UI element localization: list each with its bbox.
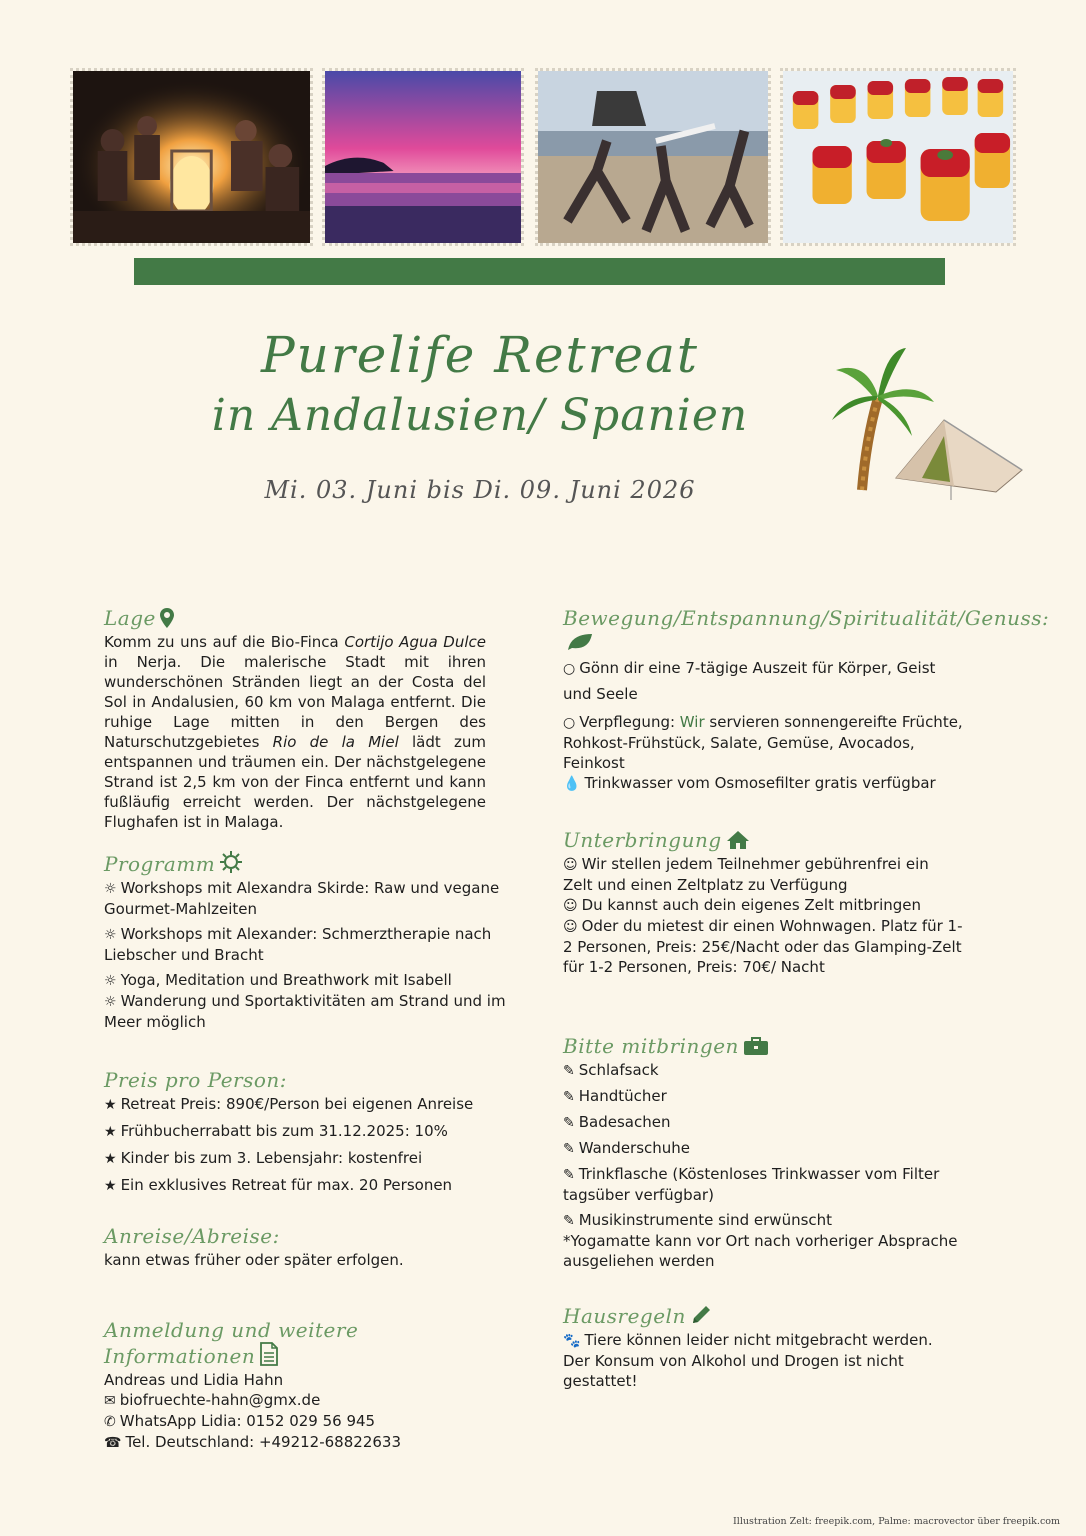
lage-text: Komm zu uns auf die Bio-Finca Cortijo Agua Dulce in Nerja. Die malerische Stadt mit ihren wunderschönen Stränden liegt an der Costa del Sol in Andalusien, 60 km von Malaga entfernt. Die ruhige Lage mitten in den Bergen des Naturschutzgebietes Rio de la Miel lädt zum entspannen und träumen ein. Der nächstgelegene Strand ist 2,5 km von der Finca entfernt und kann fußläufig erreicht werden. Der nächstgelegene Flughafen ist in Malaga. bbox=[104, 633, 486, 831]
page-title: Purelife Retreat bbox=[260, 326, 700, 384]
yogamatte-note: *Yogamatte kann vor Ort nach vorheriger Absprache ausgeliehen werden bbox=[563, 1232, 958, 1270]
list-item: ☺ Du kannst auch dein eigenes Zelt mitbringen bbox=[563, 896, 922, 914]
whatsapp-icon: ✆ bbox=[104, 1414, 116, 1430]
list-item: ✎ Badesachen bbox=[563, 1113, 671, 1131]
paw-icon: 🐾 bbox=[563, 1333, 581, 1349]
section-preis bbox=[104, 1068, 514, 1196]
section-hausregeln bbox=[563, 1304, 933, 1391]
list-item: ★ Ein exklusives Retreat für max. 20 Personen bbox=[104, 1176, 453, 1194]
list-item: ✎ Wanderschuhe bbox=[563, 1139, 691, 1157]
contact-phone[interactable]: ☎ Tel. Deutschland: +49212-68822633 bbox=[104, 1433, 401, 1451]
smiley-icon: ☺ bbox=[563, 857, 578, 873]
desserts-photo bbox=[780, 68, 1016, 246]
circle-bullet-icon: ○ bbox=[563, 715, 576, 731]
edit-icon: ✎ bbox=[563, 1141, 575, 1157]
edit-icon: ✎ bbox=[563, 1167, 575, 1183]
green-divider-bar bbox=[134, 258, 945, 285]
campfire-photo bbox=[70, 68, 313, 246]
contact-email[interactable]: ✉ biofruechte-hahn@gmx.de bbox=[104, 1391, 321, 1409]
illustration-credit: Illustration Zelt: freepik.com, Palme: macrovector über freepik.com bbox=[733, 1516, 1060, 1527]
water-filter-icon: 💧 bbox=[563, 776, 581, 792]
star-icon: ★ bbox=[104, 1178, 117, 1194]
section-heading: Lage bbox=[104, 606, 486, 630]
list-item: ✎ Handtücher bbox=[563, 1087, 667, 1105]
list-item: ○ Gönn dir eine 7-tägige Auszeit für Körper, Geist und Seele bbox=[563, 659, 936, 703]
section-heading: Preis pro Person: bbox=[104, 1068, 288, 1092]
circle-bullet-icon: ○ bbox=[563, 661, 576, 677]
list-item: ✎ Trinkflasche (Köstenloses Trinkwasser vom Filter tagsüber verfügbar) bbox=[563, 1165, 940, 1204]
smiley-icon: ☺ bbox=[563, 898, 578, 914]
house-icon bbox=[726, 830, 750, 850]
edit-icon: ✎ bbox=[563, 1089, 575, 1105]
envelope-icon: ✉ bbox=[104, 1393, 116, 1409]
section-heading: Hausregeln bbox=[563, 1304, 933, 1328]
edit-icon: ✎ bbox=[563, 1115, 575, 1131]
section-lage bbox=[104, 606, 486, 832]
section-heading: Anreise/Abreise: bbox=[104, 1224, 280, 1248]
beach-yoga-photo bbox=[535, 68, 771, 246]
list-item: ★ Kinder bis zum 3. Lebensjahr: kostenfrei bbox=[104, 1149, 423, 1167]
list-item: 💧 Trinkwasser vom Osmosefilter gratis verfügbar bbox=[563, 774, 936, 792]
sun-bullet-icon: ☼ bbox=[104, 994, 117, 1010]
contact-whatsapp[interactable]: ✆ WhatsApp Lidia: 0152 029 56 945 bbox=[104, 1412, 376, 1430]
list-item: ☺ Wir stellen jedem Teilnehmer gebührenfrei ein Zelt und einen Zeltplatz zu Verfügung bbox=[563, 855, 929, 894]
hausregeln-alcohol: Der Konsum von Alkohol und Drogen ist nicht gestattet! bbox=[563, 1352, 904, 1390]
section-heading: Anmeldung und weitere Informationen bbox=[104, 1318, 359, 1368]
list-item: ★ Retreat Preis: 890€/Person bei eigenen Anreise bbox=[104, 1095, 474, 1113]
phone-icon: ☎ bbox=[104, 1435, 122, 1451]
section-anreise bbox=[104, 1224, 514, 1270]
list-item: ☼ Workshops mit Alexandra Skirde: Raw und vegane Gourmet-Mahlzeiten bbox=[104, 879, 500, 918]
palm-tent-illustration bbox=[826, 340, 1032, 500]
list-item: ☼ Wanderung und Sportaktivitäten am Strand und im Meer möglich bbox=[104, 992, 506, 1031]
edit-icon: ✎ bbox=[563, 1213, 575, 1229]
section-programm bbox=[104, 850, 514, 1032]
page-subtitle: in Andalusien/ Spanien bbox=[211, 390, 749, 441]
smiley-icon: ☺ bbox=[563, 919, 578, 935]
briefcase-icon bbox=[743, 1036, 769, 1056]
anreise-text: kann etwas früher oder später erfolgen. bbox=[104, 1251, 404, 1269]
section-heading: Programm bbox=[104, 850, 514, 876]
section-anmeldung bbox=[104, 1318, 494, 1453]
list-item: ○ Verpflegung: Wir servieren sonnengereifte Früchte, Rohkost-Frühstück, Salate, Gemüse, Avocados, Feinkost bbox=[563, 713, 963, 772]
list-item: ☼ Yoga, Meditation und Breathwork mit Isabell bbox=[104, 971, 452, 989]
sun-bullet-icon: ☼ bbox=[104, 881, 117, 897]
edit-icon: ✎ bbox=[563, 1063, 575, 1079]
list-item: ✎ Musikinstrumente sind erwünscht bbox=[563, 1211, 833, 1229]
contact-name: Andreas und Lidia Hahn bbox=[104, 1371, 284, 1389]
star-icon: ★ bbox=[104, 1124, 117, 1140]
document-icon bbox=[259, 1342, 279, 1366]
tent-icon bbox=[896, 420, 1022, 500]
list-item: ☺ Oder du mietest dir einen Wohnwagen. Platz für 1-2 Personen, Preis: 25€/Nacht oder das Glamping-Zelt für 1-2 Personen, Preis: 70€/ Nacht bbox=[563, 917, 963, 976]
sunset-photo bbox=[322, 68, 524, 246]
sun-icon bbox=[219, 850, 243, 874]
list-item: ★ Frühbucherrabatt bis zum 31.12.2025: 10% bbox=[104, 1122, 448, 1140]
section-mitbringen bbox=[563, 1034, 963, 1271]
leaf-icon bbox=[567, 632, 593, 652]
list-item: ☼ Workshops mit Alexander: Schmerztherapie nach Liebscher und Bracht bbox=[104, 925, 492, 964]
map-pin-icon bbox=[160, 608, 174, 628]
section-unterbringung bbox=[563, 828, 963, 977]
section-heading: Bitte mitbringen bbox=[563, 1034, 963, 1058]
pencil-icon bbox=[690, 1304, 712, 1326]
hausregeln-pets: 🐾 Tiere können leider nicht mitgebracht werden. bbox=[563, 1331, 933, 1349]
section-heading: Bewegung/Entspannung/Spiritualität/Genuss: bbox=[563, 606, 963, 654]
sun-bullet-icon: ☼ bbox=[104, 927, 117, 943]
star-icon: ★ bbox=[104, 1151, 117, 1167]
event-dates: Mi. 03. Juni bis Di. 09. Juni 2026 bbox=[264, 476, 696, 504]
section-heading: Unterbringung bbox=[563, 828, 963, 852]
star-icon: ★ bbox=[104, 1097, 117, 1113]
section-bewegung bbox=[563, 606, 1050, 794]
sun-bullet-icon: ☼ bbox=[104, 973, 117, 989]
list-item: ✎ Schlafsack bbox=[563, 1061, 659, 1079]
